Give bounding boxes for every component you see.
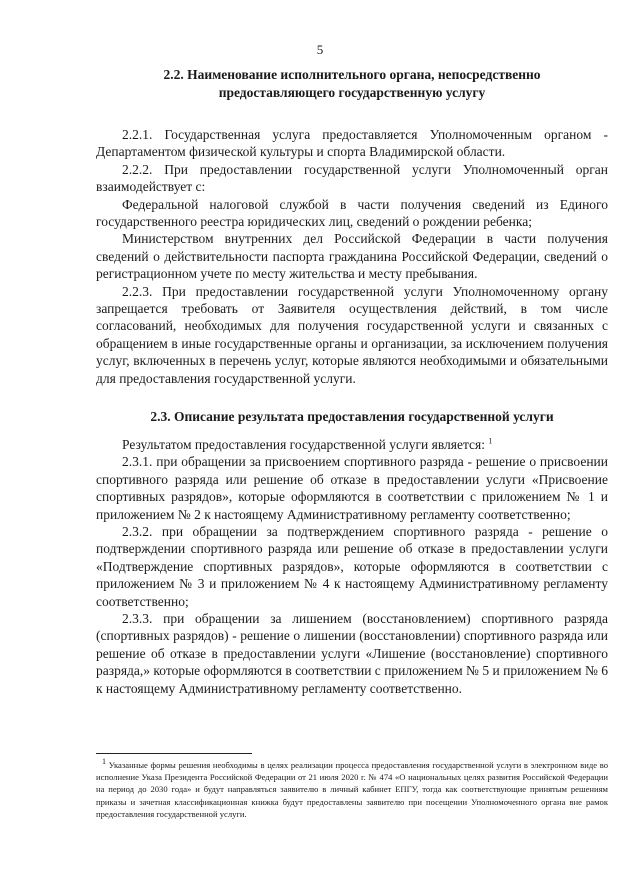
paragraph: 2.3.1. при обращении за присвоением спортивного разряда - решение о присвоении спортивного разряда или решение об отказе в предоставлении услуги «Присвоение спортивных разрядов», которые оформляются в соответствии с приложением № 1 и приложением № 2 к настоящему Административному регламенту соответственно; — [96, 454, 608, 522]
paragraph: 2.3.3. при обращении за лишением (восстановлением) спортивного разряда (спортивных разрядов) - решение о лишении (восстановлении) спортивного разряда или решение об отказе в предоставлении услуги «Лишение (восстановление) спортивного разряда,» которые оформляются в соответствии с приложением № 5 и приложением № 6 к настоящему Административному регламенту соответственно. — [96, 611, 608, 696]
paragraph: 2.2.3. При предоставлении государственной услуги Уполномоченному органу запрещается требовать от Заявителя осуществления действий, в том числе согласований, необходимых для получения государственной услуги и связанных с обращением в иные государственные органы и организации, за исключением получения услуг, включенных в перечень услуг, которые являются необходимыми и обязательными для предоставления государственной услуги. — [96, 283, 608, 386]
heading-line-2: предоставляющего государственную услугу — [218, 85, 486, 100]
result-intro — [96, 436, 608, 453]
footnote-marker: 1 — [102, 757, 106, 767]
paragraph: 2.3.2. при обращении за подтверждением спортивного разряда - решение о подтверждении спортивного разряда или решение об отказе в предоставлении услуги «Подтверждение спортивных разрядов», которые оформляются в соответствии с приложением № 3 и приложением № 4 к настоящему Административному регламенту соответственно; — [96, 524, 608, 609]
intro-text: Результатом предоставления государственной услуги является: — [122, 437, 485, 452]
footnote-reference[interactable]: 1 — [488, 436, 493, 446]
footnote-text: Указанные формы решения необходимы в целях реализации процесса предоставления государственной услуги в электронном виде во исполнение Указа Президента Российской Федерации от 21 июля 2020 г. № 474 «О национальных целях развития Российской Федерации на период до 2030 года» и будут направляться заявителю в личный кабинет ЕПГУ, тогда как соответствующие принятым решениям приказы и зачетная классификационная книжка будут предоставлены заявителю при посещении Уполномоченного органа вне рамок предоставления государственной услуги. — [96, 760, 608, 819]
section-heading-2-2 — [96, 66, 608, 102]
paragraph: 2.2.2. При предоставлении государственной услуги Уполномоченный орган взаимодействует с: — [96, 161, 608, 195]
paragraph: 2.2.1. Государственная услуга предоставляется Уполномоченным органом - Департаментом физической культуры и спорта Владимирской области. — [96, 127, 608, 160]
section-2-2-body — [96, 126, 608, 387]
footnote — [96, 759, 608, 820]
paragraph: Федеральной налоговой службой в части получения сведений из Единого государственного реестра юридических лиц, сведений о рождении ребенка; — [96, 196, 608, 230]
page-number: 5 — [316, 42, 324, 57]
section-heading-2-3: 2.3. Описание результата предоставления государственной услуги — [150, 409, 554, 424]
paragraph: Министерством внутренних дел Российской Федерации в части получения сведений о действительности паспорта гражданина Российской Федерации, сведений о регистрационном учете по месту жительства и месту пребывания. — [96, 231, 608, 282]
section-2-3-body — [96, 436, 608, 697]
footnote-divider — [96, 753, 252, 754]
heading-line-1: 2.2. Наименование исполнительного органа, непосредственно — [163, 67, 541, 82]
